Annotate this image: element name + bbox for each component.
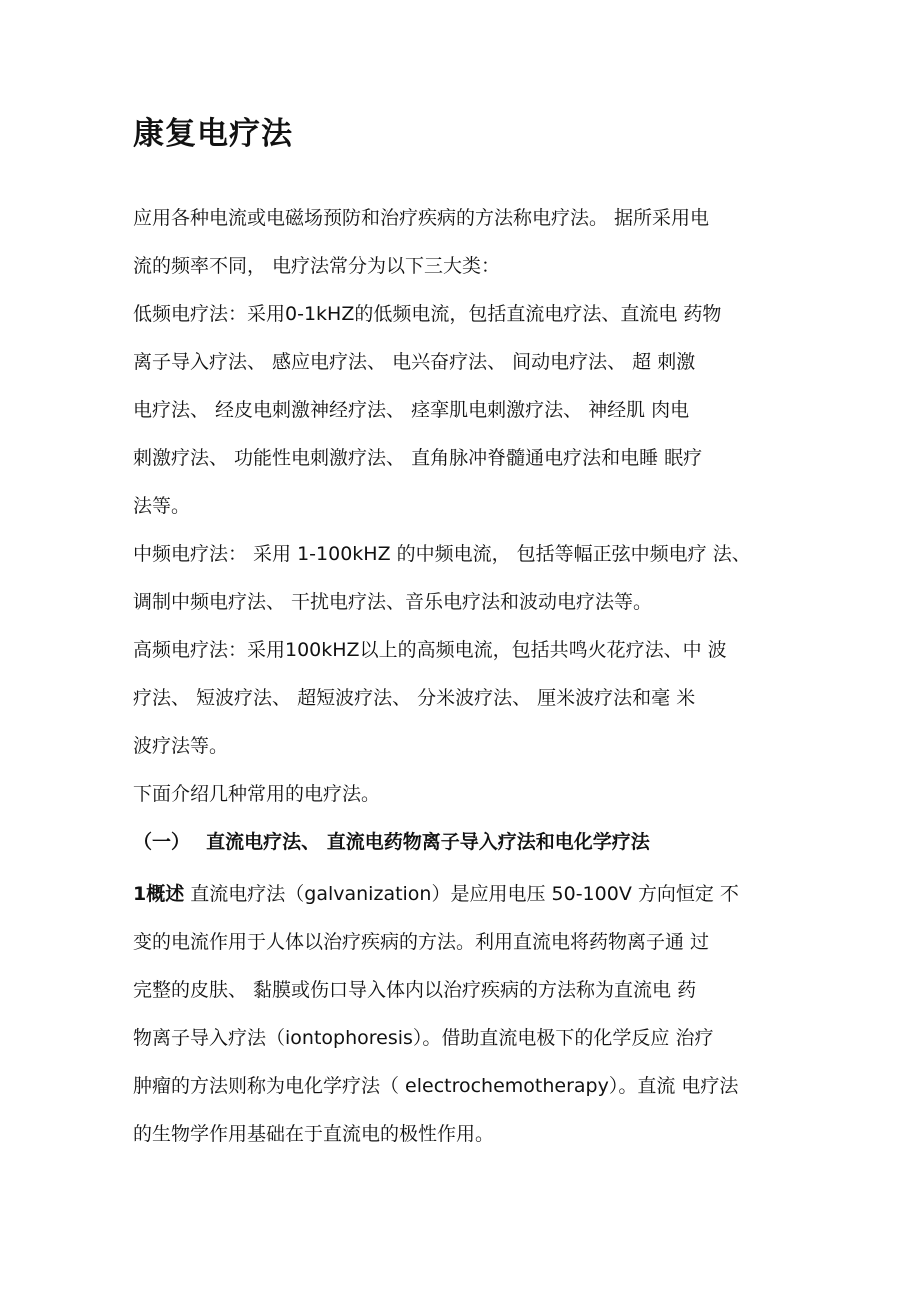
paragraph-line: 完整的皮肤、 黏膜或伤口导入体内以治疗疾病的方法称为直流电 药 [133, 979, 697, 1001]
paragraph-line: 电疗法、 经皮电刺激神经疗法、 痉挛肌电刺激疗法、 神经肌 肉电 [133, 399, 690, 421]
paragraph-line: 的生物学作用基础在于直流电的极性作用。 [133, 1123, 495, 1145]
paragraph-line: 高频电疗法：采用100kHZ以上的高频电流，包括共鸣火花疗法、中 波 [133, 639, 727, 661]
paragraph-line: 物离子导入疗法（iontophoresis）。借助直流电极下的化学反应 治疗 [133, 1027, 714, 1049]
paragraph-line: 刺激疗法、 功能性电刺激疗法、 直角脉冲脊髓通电疗法和电睡 眠疗 [133, 447, 703, 469]
paragraph-line: 低频电疗法：采用0-1kHZ的低频电流，包括直流电疗法、直流电 药物 [133, 303, 722, 325]
paragraph-line: 波疗法等。 [133, 735, 229, 757]
paragraph-line: 离子导入疗法、 感应电疗法、 电兴奋疗法、 间动电疗法、 超 刺激 [133, 351, 696, 373]
paragraph-line: 疗法、 短波疗法、 超短波疗法、 分米波疗法、 厘米波疗法和毫 米 [133, 687, 696, 709]
paragraph-line: 下面介绍几种常用的电疗法。 [133, 783, 381, 805]
section-heading: （一） 直流电疗法、 直流电药物离子导入疗法和电化学疗法 [133, 831, 650, 853]
paragraph-line: 应用各种电流或电磁场预防和治疗疾病的方法称电疗法。 据所采用电 [133, 207, 710, 229]
paragraph-line: 流的频率不同， 电疗法常分为以下三大类： [133, 255, 501, 277]
overview-label: 1概述 [133, 883, 185, 905]
paragraph-line: 中频电疗法： 采用 1-100kHZ 的中频电流， 包括等幅正弦中频电疗 法、 [133, 543, 751, 565]
paragraph-line: 调制中频电疗法、 干扰电疗法、音乐电疗法和波动电疗法等。 [133, 591, 653, 613]
paragraph-line: 肿瘤的方法则称为电化学疗法（ electrochemotherapy）。直流 电疗法 [133, 1075, 739, 1097]
paragraph-line: 法等。 [133, 495, 191, 517]
document-title: 康复电疗法 [133, 116, 293, 152]
overview-first-line [133, 882, 739, 906]
paragraph-line: 变的电流作用于人体以治疗疾病的方法。利用直流电将药物离子通 过 [133, 931, 710, 953]
overview-text: 直流电疗法（galvanization）是应用电压 50-100V 方向恒定 不 [184, 883, 739, 905]
